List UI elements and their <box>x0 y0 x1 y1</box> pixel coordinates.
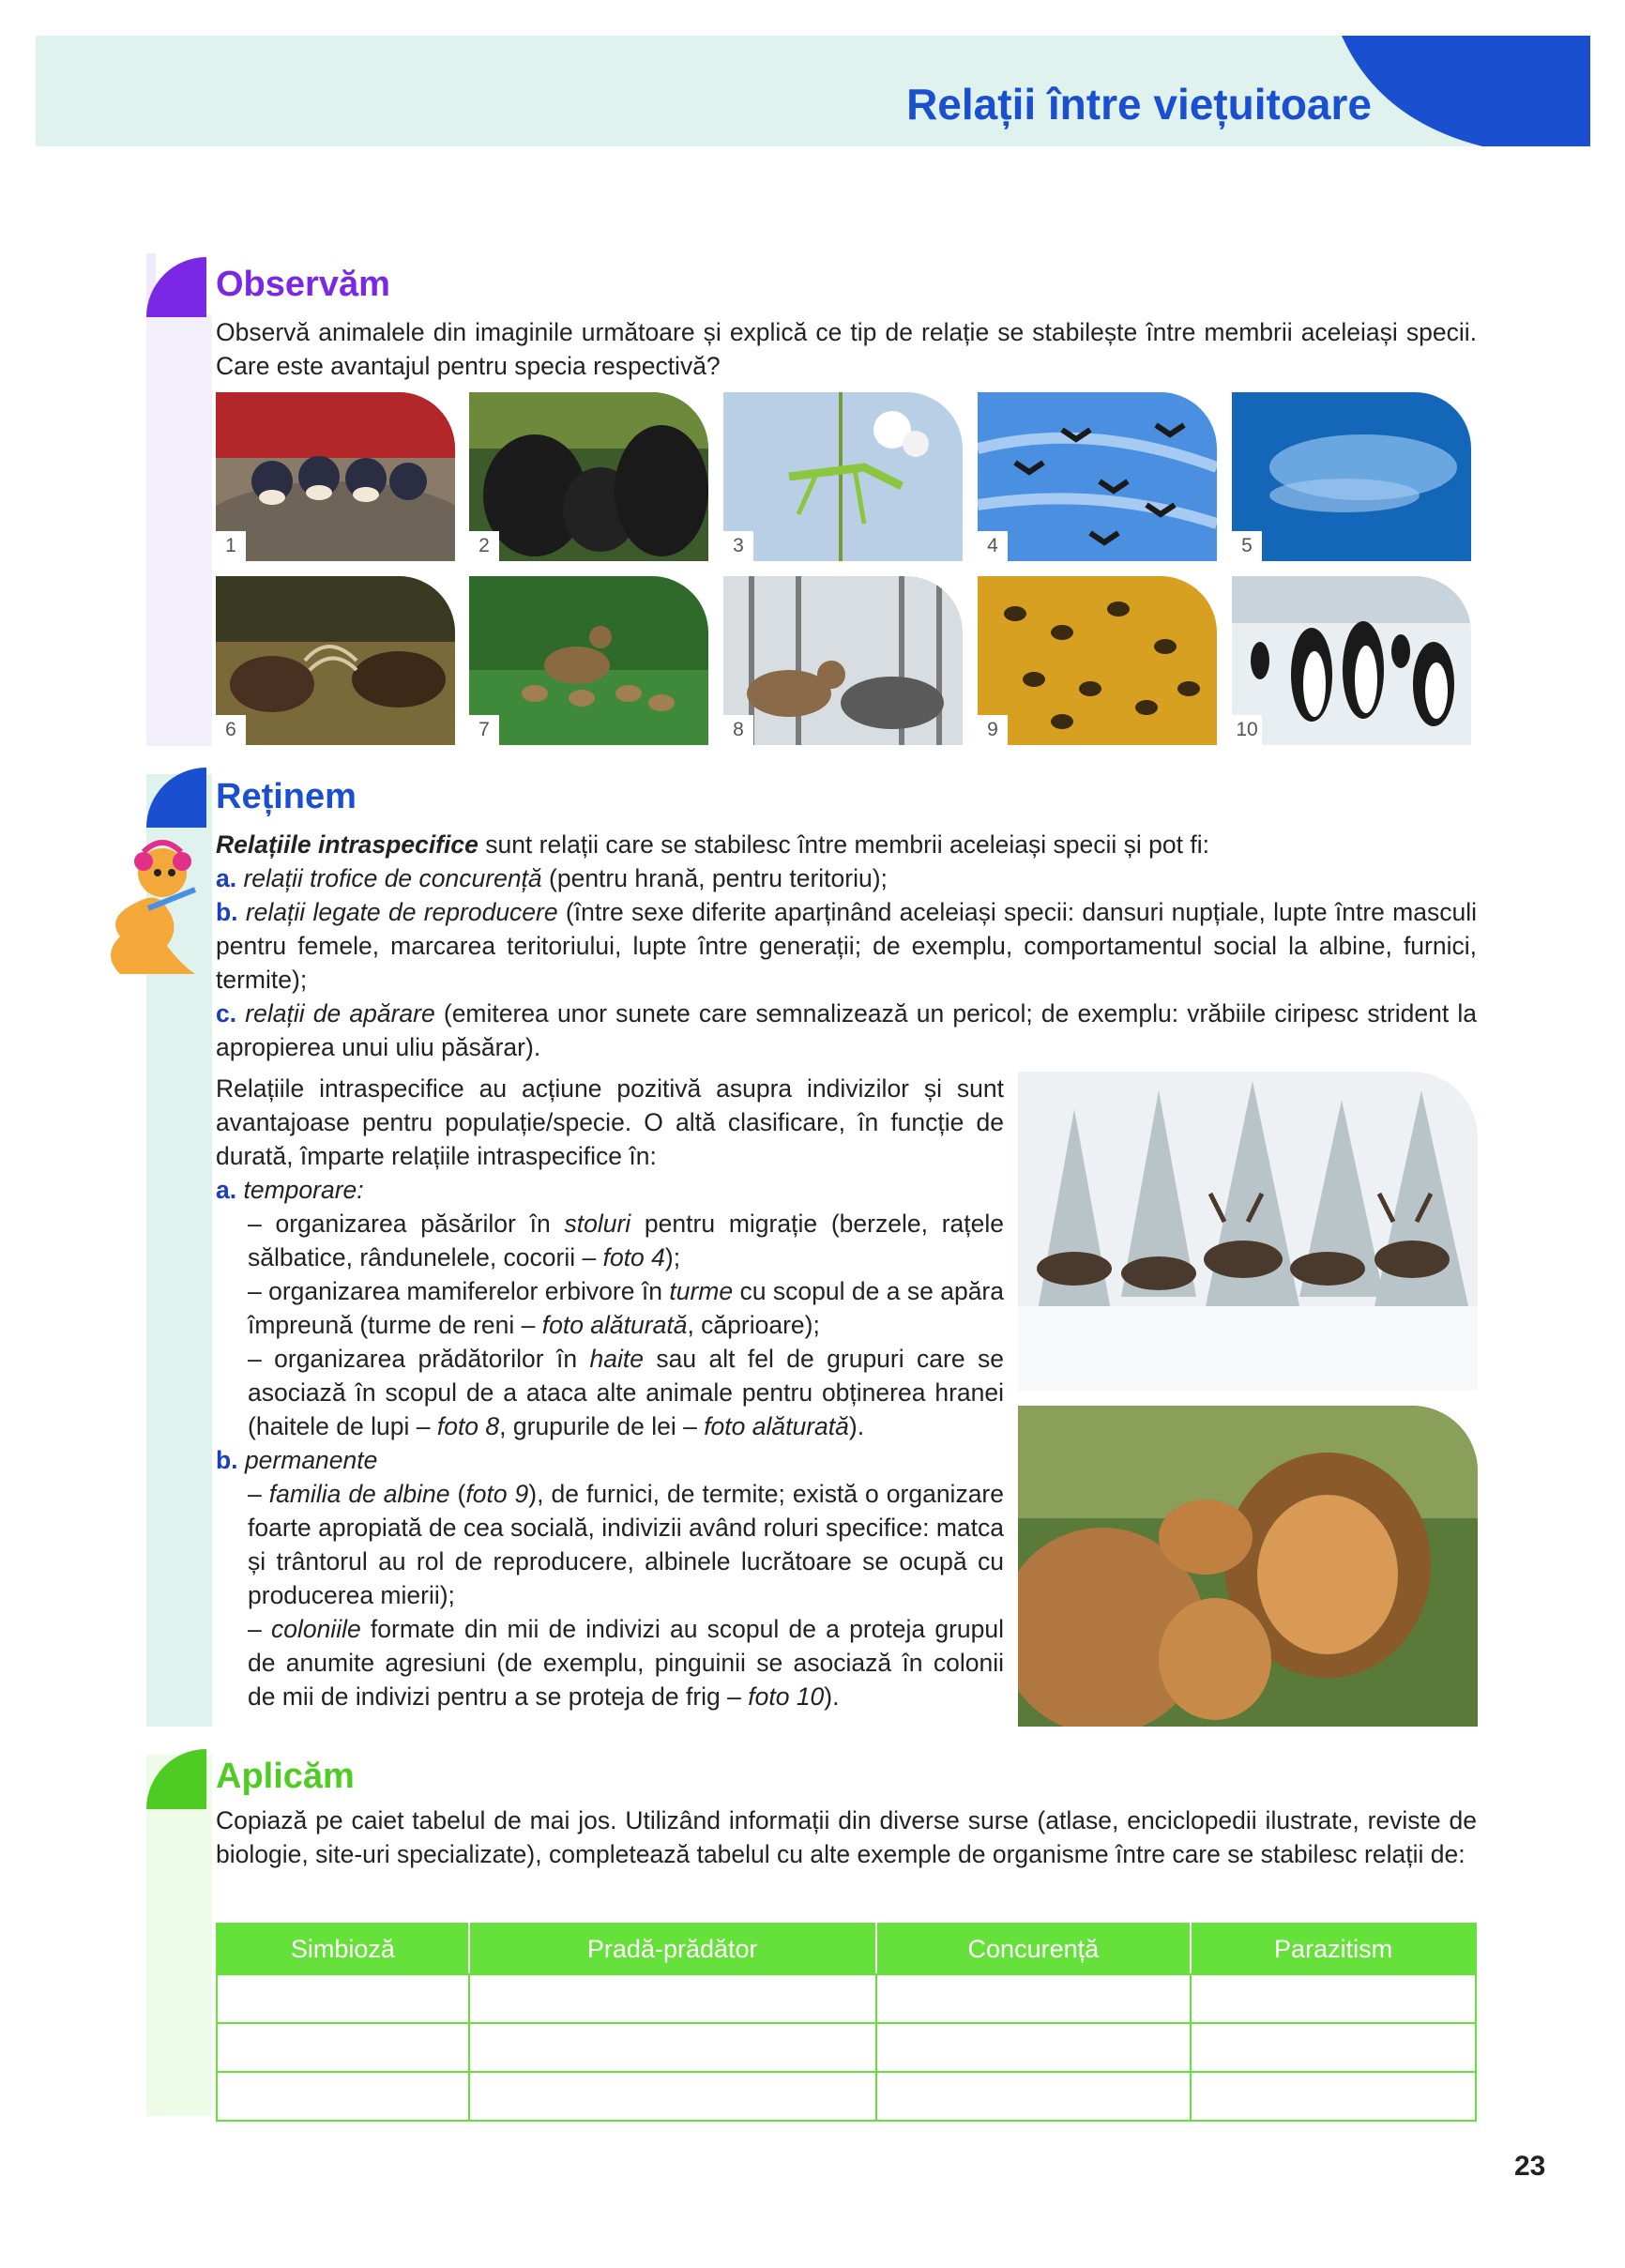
photo-7 <box>469 576 708 745</box>
table-header-cell: Concurență <box>876 1924 1192 1974</box>
item-label: a. <box>216 864 237 892</box>
table-cell <box>1191 1974 1476 2023</box>
text-run: , grupurile de lei – <box>499 1412 705 1440</box>
item-em: temporare: <box>243 1176 364 1204</box>
text-em: coloniile <box>270 1615 361 1643</box>
observam-paragraph: Observă animalele din imaginile următoare și explică ce tip de relație se stabilește între membrii aceleiași specii. Care este avantajul pentru specia respectivă? <box>216 318 1477 380</box>
text-em: familia de albine <box>268 1480 450 1508</box>
photo-ref: foto 9 <box>465 1480 529 1508</box>
wolves-icon <box>723 576 963 745</box>
text-run: ). <box>848 1412 865 1440</box>
table-cell <box>217 2023 469 2072</box>
table-header-cell: Simbioză <box>217 1924 469 1974</box>
text-em: turme <box>669 1277 734 1305</box>
photo-5 <box>1232 392 1471 561</box>
item-label: b. <box>216 1446 238 1474</box>
text-em: haite <box>589 1345 644 1373</box>
table-cell <box>217 2072 469 2121</box>
item-em: relații legate de reproducere <box>245 898 558 926</box>
photo-number: 8 <box>723 715 753 745</box>
photo-number: 10 <box>1232 715 1262 745</box>
table-cell <box>469 1974 876 2023</box>
item-rest: (între sexe diferite aparținând aceleiași specii: dansuri nupțiale, lupte între masculi pentru femele, marcarea teritoriului, lupte între generații; de exemplu, comportamentul social la albine, furnici, termite); <box>216 898 1477 994</box>
relations-table <box>216 1923 1477 2122</box>
temporare-item-3 <box>216 1342 1004 1443</box>
table-header-cell: Parazitism <box>1191 1924 1476 1974</box>
text-run: – organizarea mamiferelor erbivore în <box>248 1277 670 1305</box>
text-run: – organizarea păsărilor în <box>248 1210 565 1238</box>
permanente-item-1 <box>216 1477 1004 1612</box>
table-header-cell: Pradă-prădător <box>469 1924 876 1974</box>
photo-number: 4 <box>978 531 1008 561</box>
text-run: ). <box>824 1682 840 1711</box>
temporare-item-1 <box>216 1207 1004 1274</box>
photo-ref: foto 10 <box>748 1682 825 1711</box>
text-run: pentru migrație (berzele, rațele sălbatice, rândunelele, cocorii – <box>248 1210 1004 1271</box>
permanente-item-2 <box>216 1612 1004 1713</box>
observam-title: Observăm <box>216 265 390 304</box>
table-cell <box>1191 2072 1476 2121</box>
text-run: formate din mii de indivizi au scopul de a proteja grupul de anumite agresiuni (de exemplu, pinguinii se asociază în colonii de mii de indivizi pentru a se proteja de frig – <box>248 1615 1004 1711</box>
intro-rest: sunt relații care se stabilesc între membrii aceleiași specii și pot fi: <box>478 830 1209 859</box>
photo-1 <box>216 392 455 561</box>
photo-ref: foto 8 <box>436 1412 500 1440</box>
text-em: stoluri <box>564 1210 631 1238</box>
text-run: , căprioare); <box>687 1311 820 1339</box>
table-row <box>217 2023 1476 2072</box>
item-em: relații trofice de concurență <box>243 864 542 892</box>
photo-number: 5 <box>1232 531 1262 561</box>
temporare-heading <box>216 1173 1004 1207</box>
item-label: c. <box>216 999 237 1027</box>
aplicam-text <box>216 1804 1477 1871</box>
photo-number: 6 <box>216 715 246 745</box>
retinem-item-b <box>216 895 1477 997</box>
item-em: permanente <box>244 1446 378 1474</box>
text-run: – organizarea prădătorilor în <box>248 1345 590 1373</box>
observam-panel <box>146 314 212 746</box>
intro-bold: Relațiile intraspecifice <box>216 830 478 859</box>
gorillas-icon <box>469 392 708 561</box>
photo-number: 1 <box>216 531 246 561</box>
penguins-icon <box>1232 576 1471 745</box>
page-number: 23 <box>1514 2151 1546 2182</box>
item-em: relații de apărare <box>245 999 435 1027</box>
photo-9 <box>978 576 1217 745</box>
bees-icon <box>978 576 1217 745</box>
photo-ref: foto 4 <box>602 1243 665 1271</box>
permanente-heading <box>216 1443 1004 1477</box>
text-run: ), de furnici, de termite; există o organizare foarte apropiată de cea socială, indivizii având roluri specifice: matca și trântorul au rol de reproducere, albinele lucrătoare se ocupă cu producerea mierii); <box>248 1480 1004 1609</box>
retinem-item-a <box>216 861 1477 895</box>
header-corner-shape <box>1342 36 1590 146</box>
photo-ref: foto alăturată <box>704 1412 849 1440</box>
deer-fight-icon <box>216 576 455 745</box>
photo-6 <box>216 576 455 745</box>
table-row <box>217 2072 1476 2121</box>
classification-intro: Relațiile intraspecifice au acțiune pozitivă asupra indivizilor și sunt avantajoase pentru populație/specie. O altă clasificare, în funcție de durată, împarte relațiile intraspecifice în: <box>216 1074 1004 1170</box>
table-cell <box>469 2023 876 2072</box>
text-run: ( <box>449 1480 466 1508</box>
photo-number: 7 <box>469 715 499 745</box>
retinem-title: Reținem <box>216 777 357 816</box>
geese-flight-icon <box>978 392 1217 561</box>
retinem-item-c <box>216 997 1477 1064</box>
kangaroo-mascot-icon <box>92 833 209 983</box>
item-label: b. <box>216 898 238 926</box>
ducks-icon <box>469 576 708 745</box>
temporare-item-2 <box>216 1274 1004 1342</box>
mantis-icon <box>723 392 963 561</box>
photo-4 <box>978 392 1217 561</box>
photo-number: 3 <box>723 531 753 561</box>
observam-text <box>216 315 1477 383</box>
item-rest: (emiterea unor sunete care semnalizează un pericol; de exemplu: vrăbiile ciripesc strident la apropierea unui uliu păsărar). <box>216 999 1477 1061</box>
photo-ref: foto alăturată <box>541 1311 688 1339</box>
photo-2 <box>469 392 708 561</box>
reindeer-photo <box>1018 1072 1478 1391</box>
table-cell <box>876 2023 1192 2072</box>
text-run: – <box>248 1615 271 1643</box>
item-rest: (pentru hrană, pentru teritoriu); <box>541 864 888 892</box>
text-run: ); <box>664 1243 681 1271</box>
photo-10 <box>1232 576 1471 745</box>
aplicam-paragraph: Copiază pe caiet tabelul de mai jos. Utilizând informații din diverse surse (atlase, enciclopedii ilustrate, reviste de biologie, site-uri specializate), completează tabelul cu alte exemple de organisme între care se stabilesc relații de: <box>216 1806 1477 1868</box>
table-cell <box>876 1974 1192 2023</box>
table-cell <box>876 2072 1192 2121</box>
aplicam-title: Aplicăm <box>216 1757 355 1796</box>
item-label: a. <box>216 1176 237 1204</box>
retinem-text <box>216 828 1477 1064</box>
swallow-chicks-icon <box>216 392 455 561</box>
table-cell <box>1191 2023 1476 2072</box>
table-cell <box>217 1974 469 2023</box>
lions-photo <box>1018 1406 1478 1727</box>
photo-8 <box>723 576 963 745</box>
lions-icon <box>1018 1406 1478 1727</box>
text-run: sau alt fel de grupuri care se asociază în scopul de a ataca alte animale pentru obținerea hranei (haitele de lupi – <box>248 1345 1004 1440</box>
table-row <box>217 1974 1476 2023</box>
page-title: Relații între viețuitoare <box>906 80 1372 129</box>
table-header-row <box>217 1924 1476 1974</box>
photo-number: 9 <box>978 715 1008 745</box>
text-run: – <box>248 1480 269 1508</box>
photo-3 <box>723 392 963 561</box>
fish-school-icon <box>1232 392 1471 561</box>
retinem-intro <box>216 828 1477 861</box>
text-run: cu scopul de a se apăra împreună (turme de reni – <box>248 1277 1004 1339</box>
table-cell <box>469 2072 876 2121</box>
retinem-classification <box>216 1072 1004 1713</box>
reindeer-herd-icon <box>1018 1072 1478 1391</box>
photo-number: 2 <box>469 531 499 561</box>
